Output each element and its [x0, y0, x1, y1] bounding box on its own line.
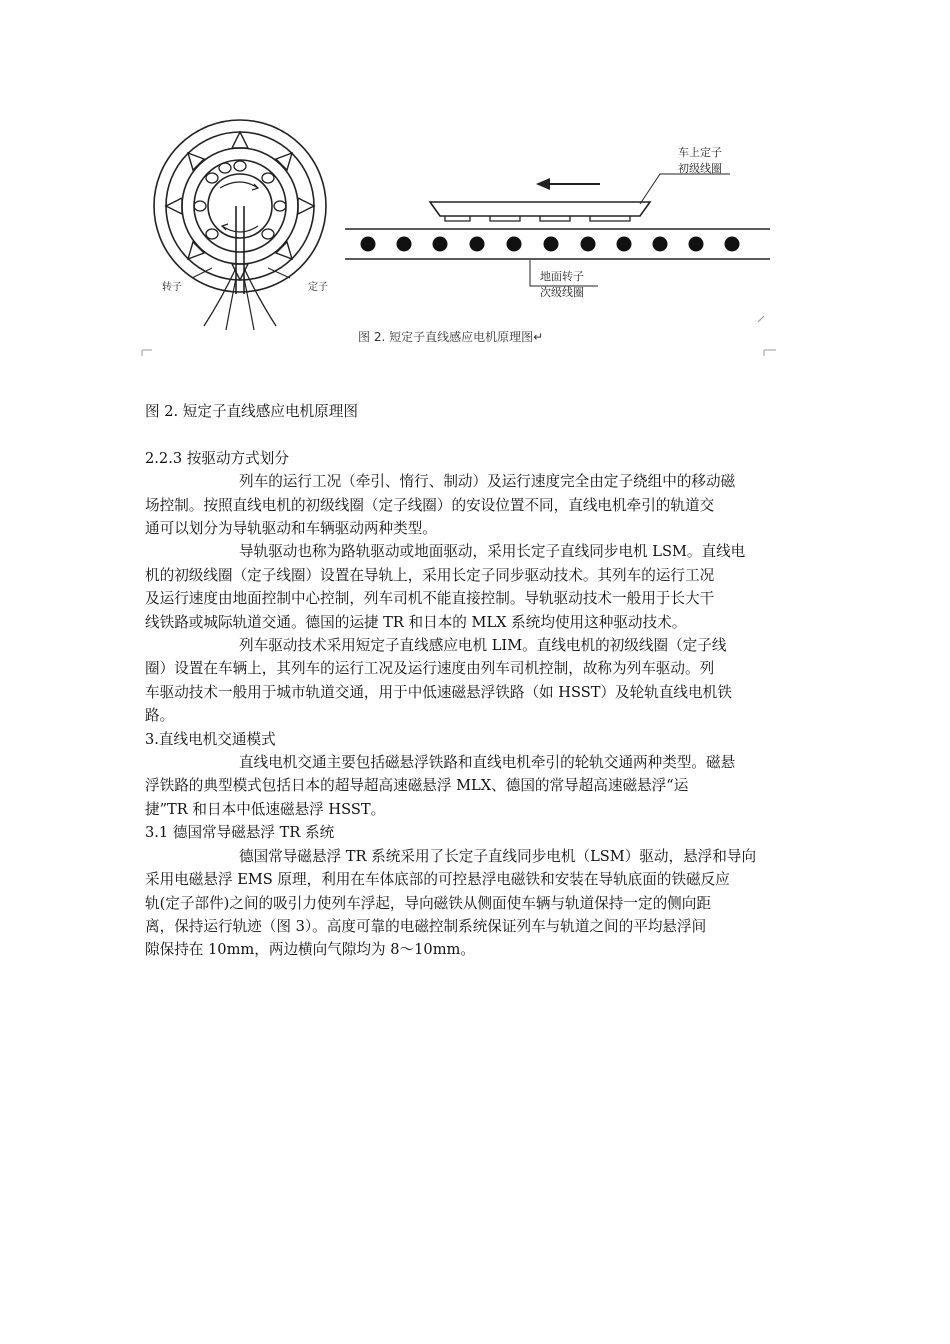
paragraph-line: 车驱动技术一般用于城市轨道交通，用于中低速磁悬浮铁路（如 HSST）及轮轨直线电机铁 — [145, 683, 732, 701]
label-vehicle-stator: 车上定子 — [678, 146, 722, 159]
rotary-motor-drawing — [154, 120, 326, 330]
label-rotor: 转子 — [162, 282, 182, 293]
paragraph-line: 通可以划分为导轨驱动和车辆驱动两种类型。 — [145, 520, 437, 538]
label-primary-coil: 初级线圈 — [678, 162, 722, 175]
section-heading-3: 3.直线电机交通模式 — [145, 730, 276, 748]
label-secondary-coil: 次级线圈 — [540, 286, 584, 299]
paragraph-line: 捷”TR 和日本中低速磁悬浮 HSST。 — [145, 800, 386, 818]
figure-caption: 图 2. 短定子直线感应电机原理图 — [145, 403, 358, 420]
figure-2 — [140, 118, 780, 368]
paragraph-line: 圈）设置在车辆上，其列车的运行工况及运行速度由列车司机控制，故称为列车驱动。列 — [145, 660, 715, 678]
paragraph-line: 离，保持运行轨迹（图 3）。高度可靠的电磁控制系统保证列车与轨道之间的平均悬浮间 — [145, 917, 707, 935]
paragraph-line: 采用电磁悬浮 EMS 原理，利用在车体底部的可控悬浮电磁铁和安装在导轨底面的铁磁反应 — [145, 871, 730, 889]
paragraph-line: 隙保持在 10mm，两边横向气隙均为 8～10mm。 — [145, 941, 475, 959]
body-text — [145, 400, 810, 962]
paragraph-line: 及运行速度由地面控制中心控制，列车司机不能直接控制。导轨驱动技术一般用于长大干 — [145, 590, 715, 608]
paragraph-line: 轨(定子部件)之间的吸引力使列车浮起，导向磁铁从侧面使车辆与轨道保持一定的侧向距 — [145, 894, 711, 912]
paragraph-line: 浮铁路的典型模式包括日本的超导超高速磁悬浮 MLX、德国的常导超高速磁悬浮“运 — [145, 777, 689, 795]
paragraph-line: 列车的运行工况（牵引、惰行、制动）及运行速度完全由定子绕组中的移动磁 — [239, 473, 736, 491]
paragraph-line: 导轨驱动也称为路轨驱动或地面驱动，采用长定子直线同步电机 LSM。直线电 — [239, 543, 746, 561]
section-heading-2-2-3: 2.2.3 按驱动方式划分 — [145, 449, 289, 467]
label-stator: 定子 — [308, 282, 328, 293]
paragraph-line: 路。 — [145, 707, 175, 725]
paragraph-line: 机的初级线圈（定子线圈）设置在导轨上，采用长定子同步驱动技术。其列车的运行工况 — [145, 566, 715, 584]
label-ground-rotor: 地面转子 — [540, 270, 584, 283]
paragraph-line: 直线电机交通主要包括磁悬浮铁路和直线电机牵引的轮轨交通两种类型。磁悬 — [239, 754, 736, 772]
paragraph-line: 线铁路或城际轨道交通。德国的运捷 TR 和日本的 MLX 系统均使用这种驱动技术。 — [145, 613, 687, 631]
paragraph-line: 场控制。按照直线电机的初级线圈（定子线圈）的安设位置不同，直线电机牵引的轨道交 — [145, 496, 715, 514]
paragraph-line: 列车驱动技术采用短定子直线感应电机 LIM。直线电机的初级线圈（定子线 — [239, 637, 727, 655]
blank-line — [145, 423, 810, 446]
figure-inner-caption: 图 2. 短定子直线感应电机原理图↵ — [358, 330, 544, 344]
section-heading-3-1: 3.1 德国常导磁悬浮 TR 系统 — [145, 824, 335, 842]
paragraph-line: 德国常导磁悬浮 TR 系统采用了长定子直线同步电机（LSM）驱动，悬浮和导向 — [239, 847, 757, 865]
